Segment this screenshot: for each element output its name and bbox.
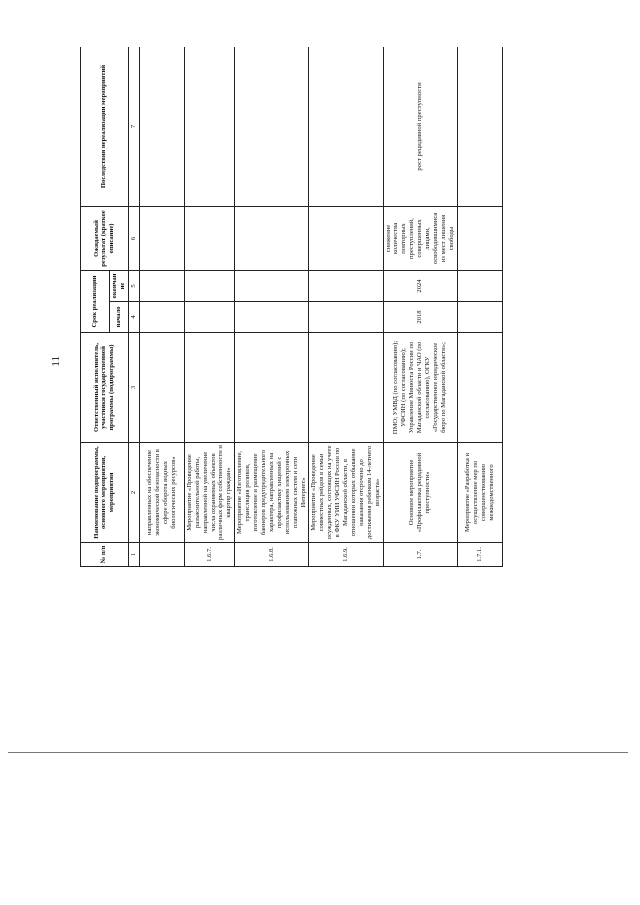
row-executor xyxy=(184,333,234,443)
row-start xyxy=(457,302,502,333)
table-row xyxy=(383,47,457,567)
row-executor xyxy=(235,333,309,443)
row-name: Мероприятие «Изготовление, трансляция роликов, изготовление и размещение баннеров предупредительного характера, направленных на профилактику хищений с использованием электронных платежных систем и сети Интернет» xyxy=(235,443,309,543)
row-result: снижение количества повторных преступлений, совершенных лицами, освободившимися из мест лишения свободы xyxy=(383,207,457,271)
row-name: Основное мероприятие «Профилактика рецидивной преступности» xyxy=(383,443,457,543)
row-name: Мероприятие «Проведение разъяснительной работы, направленной на увеличение числа охраняемых объектов различных форм собственности и квартир граждан» xyxy=(184,443,234,543)
row-executor xyxy=(457,333,502,443)
row-result xyxy=(309,207,383,271)
row-end xyxy=(184,271,234,302)
header-term: Срок реализации xyxy=(81,271,110,333)
row-start xyxy=(184,302,234,333)
row-result xyxy=(457,207,502,271)
col-number: 1 xyxy=(128,543,139,567)
page-number: 11 xyxy=(50,356,62,367)
row-start xyxy=(235,302,309,333)
row-consequences xyxy=(309,47,383,207)
header-result: Ожидаемый результат (краткое описание) xyxy=(81,207,129,271)
row-end xyxy=(309,271,383,302)
col-number: 7 xyxy=(128,47,139,207)
header-num: № п/п xyxy=(81,543,129,567)
col-number: 4 xyxy=(128,302,139,333)
row-start xyxy=(309,302,383,333)
row-start xyxy=(139,302,184,333)
col-number: 2 xyxy=(128,443,139,543)
row-name: направленных на обеспечение экономической безопасности в сфере оборота водных биологических ресурсов» xyxy=(139,443,184,543)
header-end: окончание xyxy=(110,271,129,302)
row-result xyxy=(235,207,309,271)
row-consequences xyxy=(184,47,234,207)
row-name: Мероприятие «Проведение совместных рейдов в семьи осужденных, состоящих на учете в ФКУ УИИ УФСИН России по Магаданской области, в отношении которых отбывание наказания отсрочено до достижения ребенком 14-летнего возраста» xyxy=(309,443,383,543)
col-number: 3 xyxy=(128,333,139,443)
bottom-divider xyxy=(8,752,628,753)
row-end xyxy=(235,271,309,302)
row-num: 1.7.1. xyxy=(457,543,502,567)
row-consequences: рост рецидивной преступности xyxy=(383,47,457,207)
row-consequences xyxy=(457,47,502,207)
table-row xyxy=(309,47,383,567)
row-name: Мероприятие «Разработка и осуществление мер по совершенствованию межведомственного xyxy=(457,443,502,543)
row-num: 1.6.7. xyxy=(184,543,234,567)
header-consequences: Последствия нереализации мероприятий xyxy=(81,47,129,207)
program-activities-table xyxy=(80,47,503,567)
row-consequences xyxy=(235,47,309,207)
header-executor: Ответственный исполнитель, участники государственной программы (подпрограммы) xyxy=(81,333,129,443)
header-name: Наименование подпрограммы, основного мероприятия, мероприятия xyxy=(81,443,129,543)
row-result xyxy=(139,207,184,271)
rotated-table-wrapper xyxy=(80,47,530,567)
row-executor xyxy=(139,333,184,443)
col-number: 5 xyxy=(128,271,139,302)
row-start: 2018 xyxy=(383,302,457,333)
row-end xyxy=(457,271,502,302)
row-executor xyxy=(309,333,383,443)
table-row xyxy=(139,47,184,567)
row-num xyxy=(139,543,184,567)
col-number: 6 xyxy=(128,207,139,271)
table-row xyxy=(184,47,234,567)
row-result xyxy=(184,207,234,271)
row-num: 1.6.8. xyxy=(235,543,309,567)
row-consequences xyxy=(139,47,184,207)
table-row xyxy=(235,47,309,567)
row-executor: ПМО; УМВД (по согласованию); УФСИН (по согласованию); Управление Минюста России по Магаданской области и ЧАО (по согласованию), ОГКУ «Государственное юридическое бюро по Магаданской области»; xyxy=(383,333,457,443)
header-start: начало xyxy=(110,302,129,333)
table-row xyxy=(457,47,502,567)
row-num: 1.6.9. xyxy=(309,543,383,567)
row-end xyxy=(139,271,184,302)
row-num: 1.7. xyxy=(383,543,457,567)
table-frame xyxy=(80,47,530,567)
row-end: 2024 xyxy=(383,271,457,302)
